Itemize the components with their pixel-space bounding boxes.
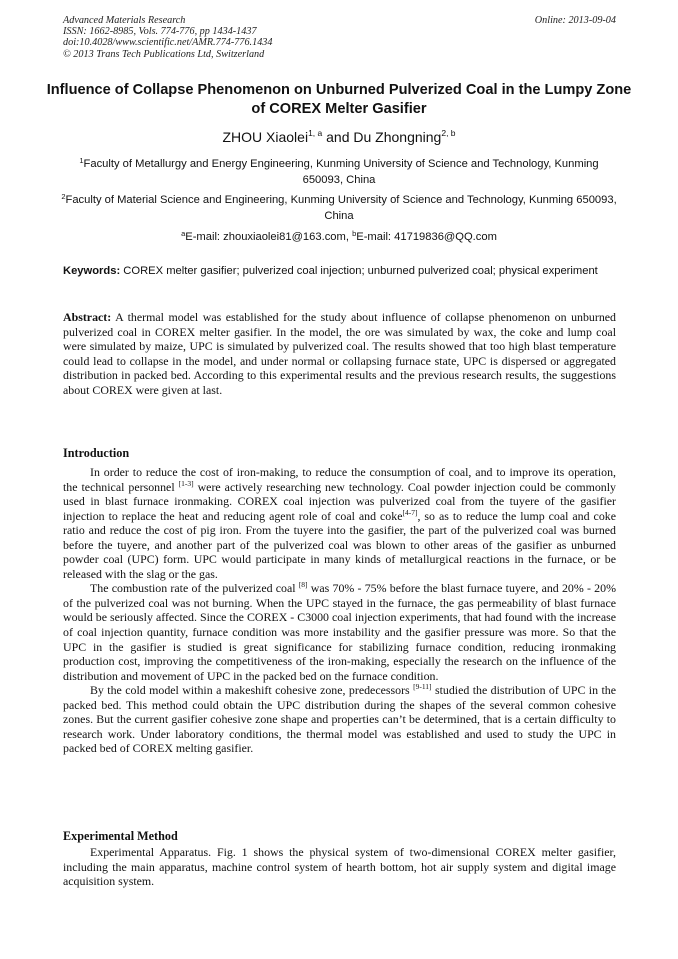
- experimental-body: [63, 845, 616, 889]
- intro-p1-text-c: , so as to reduce the lump coal and coke ratio and reduce the cost of pig iron. From the tuyere into the gasifier, the part of the pulverized coal was burned before the tuyere, and another part of the pulverized coal was blown to other areas of the gasifier as unburned powder coal (UPC) form. UPC would participate in many kinds of metallurgical reactions in the furnace, or be released with the slag or the gas.: [63, 508, 616, 581]
- experimental-heading: Experimental Method: [63, 829, 178, 843]
- affiliation-1-text: Faculty of Metallurgy and Energy Engineering, Kunming University of Science and Technology, Kunming 650093, China: [83, 158, 599, 186]
- keywords-block: [63, 264, 616, 279]
- introduction-body: [63, 465, 616, 756]
- citation-8: [8]: [298, 580, 308, 590]
- email-a-sup: a: [181, 229, 186, 238]
- experimental-paragraph-1: Experimental Apparatus. Fig. 1 shows the physical system of two-dimensional COREX melter gasifier, including the main apparatus, machine control system of hearth bottom, hot air supply system and digital image acquisition system.: [63, 845, 616, 889]
- affiliation-2-sup: 2: [61, 192, 66, 201]
- abstract-text: A thermal model was established for the study about influence of collapse phenomenon on unburned pulverized coal in COREX melter gasifier. In the model, the ore was simulated by wax, the coke and lump coal were simulated by maize, UPC is simulated by pulverized coal. The results showed that too high blast temperature could lead to collapse in the model, and under normal or collapsing furnace state, UPC is dispersed or aggregated distribution in packed bed. According to this experimental results and the previous research results, the suggestions about COREX were given at last.: [63, 310, 616, 397]
- intro-p2-text-b: was 70% - 75% before the blast furnace tuyere, and 20% - 20% of the pulverized coal was not burning. When the UPC stayed in the furnace, the gas permeability of blast furnace would be seriously affected. Since the COREX - C3000 coal injection experiments, that had found with the increase of coal injection quantity, furnace condition was more instability and the gasifier pressure was more. So that the UPC in the gasifier is studied is great significance for stabilizing furnace condition, reducing ironmaking production cost, improving the competitiveness of the iron-making, especially the research on the influence of the distribution and movement of UPC in the packed bed on the furnace condition.: [63, 581, 616, 683]
- intro-paragraph-3: [63, 683, 616, 756]
- citation-4-7: [4-7]: [402, 507, 418, 517]
- abstract-block: [63, 310, 616, 398]
- author-1: ZHOU Xiaolei: [222, 129, 309, 145]
- copyright-line: © 2013 Trans Tech Publications Ltd, Switzerland: [63, 48, 265, 60]
- online-date: Online: 2013-09-04: [534, 15, 616, 26]
- paper-title: Influence of Collapse Phenomenon on Unburned Pulverized Coal in the Lumpy Zone of COREX Melter Gasifier: [46, 82, 632, 117]
- email-a: E-mail: zhouxiaolei81@163.com,: [185, 231, 353, 243]
- affiliation-1: [60, 156, 618, 188]
- email-line: [0, 229, 678, 245]
- keywords-text: COREX melter gasifier; pulverized coal injection; unburned pulverized coal; physical experiment: [120, 265, 598, 277]
- affiliation-2: [60, 192, 618, 224]
- affiliation-2-text: Faculty of Material Science and Engineering, Kunming University of Science and Technology, Kunming 650093, China: [65, 194, 617, 222]
- introduction-heading: Introduction: [63, 446, 130, 460]
- doi-line: doi:10.4028/www.scientific.net/AMR.774-776.1434: [63, 37, 273, 49]
- author-1-sup: 1, a: [308, 128, 323, 138]
- author-2: Du Zhongning: [353, 129, 442, 145]
- journal-name: Advanced Materials Research: [63, 15, 186, 26]
- intro-p1-text-b: were actively researching new technology. Coal powder injection could be commonly used in blast furnace ironmaking. COREX coal injection was pulverized coal from the tuyere of the gasifier injection to replace the heat and reducing agent role of coal and coke: [63, 479, 616, 523]
- citation-9-11: [9-11]: [413, 682, 432, 692]
- author-and: and: [322, 129, 354, 145]
- issn-line: ISSN: 1662-8985, Vols. 774-776, pp 1434-1437: [63, 26, 257, 38]
- citation-1-3: [1-3]: [178, 478, 194, 488]
- intro-paragraph-1: [63, 465, 616, 581]
- author-line: [0, 128, 678, 146]
- intro-p1-text-a: In order to reduce the cost of iron-making, to reduce the consumption of coal, and to improve its operation, the technical personnel: [63, 465, 616, 494]
- email-b-sup: b: [352, 229, 357, 238]
- intro-paragraph-2: [63, 581, 616, 683]
- intro-p3-text-b: studied the distribution of UPC in the packed bed. This method could obtain the UPC distribution during the shapes of the several common cohesive zones. But the current gasifier cohesive zone shape and properties can’t be determined, that is a certain difficulty to research work. Under laboratory conditions, the thermal model was established and used to study the UPC in packed bed of COREX melting gasifier.: [63, 683, 616, 756]
- intro-p2-text-a: The combustion rate of the pulverized coal: [90, 581, 299, 596]
- affiliation-1-sup: 1: [79, 156, 84, 165]
- intro-p3-text-a: By the cold model within a makeshift cohesive zone, predecessors: [90, 683, 414, 698]
- author-2-sup: 2, b: [441, 128, 456, 138]
- keywords-label: Keywords:: [63, 265, 121, 277]
- abstract-label: Abstract:: [63, 310, 112, 324]
- email-b: E-mail: 41719836@QQ.com: [356, 231, 497, 243]
- journal-header: [63, 15, 616, 60]
